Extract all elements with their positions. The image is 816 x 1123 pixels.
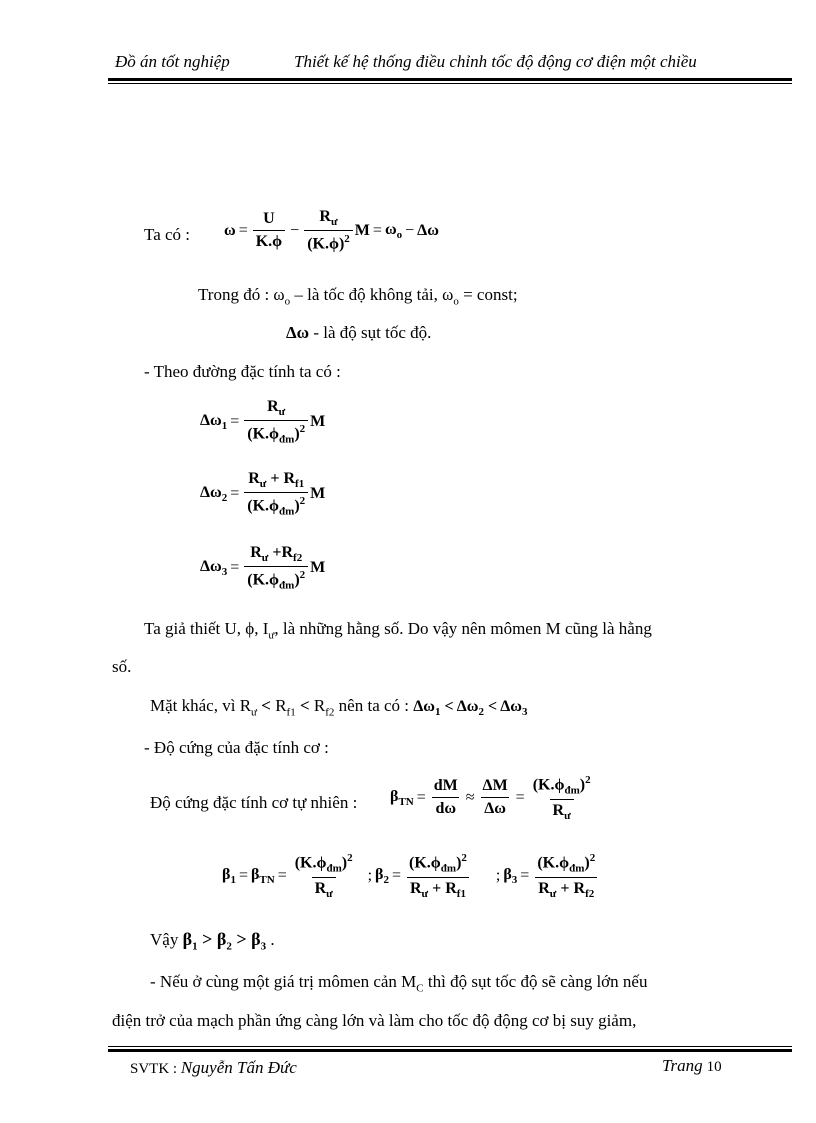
author-name: Nguyễn Tấn Đức	[180, 1058, 297, 1077]
svtk-label: SVTK :	[130, 1061, 178, 1077]
beta-formulas: $\beta_1$ = $\beta_{TN}$ = $\frac{(K.\phi_{đm})^2}{R_ư}$ ; $\beta_2$ = $\frac{(K.\phi_{đm})^2}{R_ư + R_{f1}}$ ; $\beta_3$ = $\frac{(K.\phi_{đm})^2}{R_ư + R_{f2}}$	[222, 852, 600, 900]
neu-line-1: - Nếu ở cùng một giá trị mômen cản $M_C$ thì độ sụt tốc độ sẽ càng lớn nếu	[150, 972, 648, 995]
footer-left	[130, 1058, 297, 1078]
delta-omega-2-formula: $\Delta\omega_2$ = $\frac{R_ư + R_{f1}}{(K.\phi_{đm})^2}$ M	[200, 470, 326, 518]
mat-khac-line: Mặt khác, vì $R_ư < R_{f1} < R_{f2}$ nên ta có : $\Delta\omega_1 < \Delta\omega_2 < \Delta\omega_3$	[150, 696, 528, 719]
ta-co-label: Ta có :	[144, 225, 191, 244]
page-label: Trang	[662, 1056, 703, 1075]
header-left: Đồ án tốt nghiệp	[115, 52, 230, 71]
page-number: 10	[706, 1059, 722, 1075]
beta-tn-formula: $\beta_{TN}$ = $\frac{dM}{d\omega}$ ≈ $\frac{\Delta M}{\Delta\omega}$ = $\frac{(K.\phi_{đm})^2}{R_ư}$	[390, 774, 591, 822]
vay-line: Vậy $\beta_1 > \beta_2 > \beta_3$ .	[150, 929, 275, 953]
header-rule-thin	[108, 83, 792, 84]
gia-thiet-line: Ta giả thiết U, ϕ, $I_ư$, là những hằng số. Do vậy nên mômen M cũng là hằng	[144, 619, 652, 642]
do-cung-tn-label: Độ cứng đặc tính cơ tự nhiên :	[150, 793, 358, 812]
gia-thiet-line-2: số.	[112, 657, 132, 676]
footer-right	[662, 1056, 722, 1076]
theo-duong-line: - Theo đường đặc tính ta có :	[144, 362, 341, 381]
header-rule	[108, 78, 792, 81]
footer-rule-thin	[108, 1046, 792, 1047]
do-cung-line: - Độ cứng của đặc tính cơ :	[144, 738, 329, 757]
trong-do-line: Trong đó : $\omega_o$ – là tốc độ không tải, $\omega_o$ = const;	[198, 285, 518, 308]
header-right: Thiết kế hệ thống điều chỉnh tốc độ động cơ điện một chiều	[294, 52, 697, 71]
delta-omega-1-formula: $\Delta\omega_1$ = $\frac{R_ư}{(K.\phi_{đm})^2}$ M	[200, 398, 326, 446]
omega-formula: ω = $\frac{U}{K.\phi}$ − $\frac{R_ư}{(K.\phi)^2}$ M = $\omega_o$ − Δω	[224, 208, 439, 253]
neu-line-2: điện trở của mạch phần ứng càng lớn và làm cho tốc độ động cơ bị suy giảm,	[112, 1011, 637, 1030]
delta-omega-3-formula: $\Delta\omega_3$ = $\frac{R_ư +R_{f2}}{(K.\phi_{đm})^2}$ M	[200, 544, 326, 592]
footer-rule	[108, 1049, 792, 1052]
delta-line: Δω - là độ sụt tốc độ.	[286, 323, 432, 342]
